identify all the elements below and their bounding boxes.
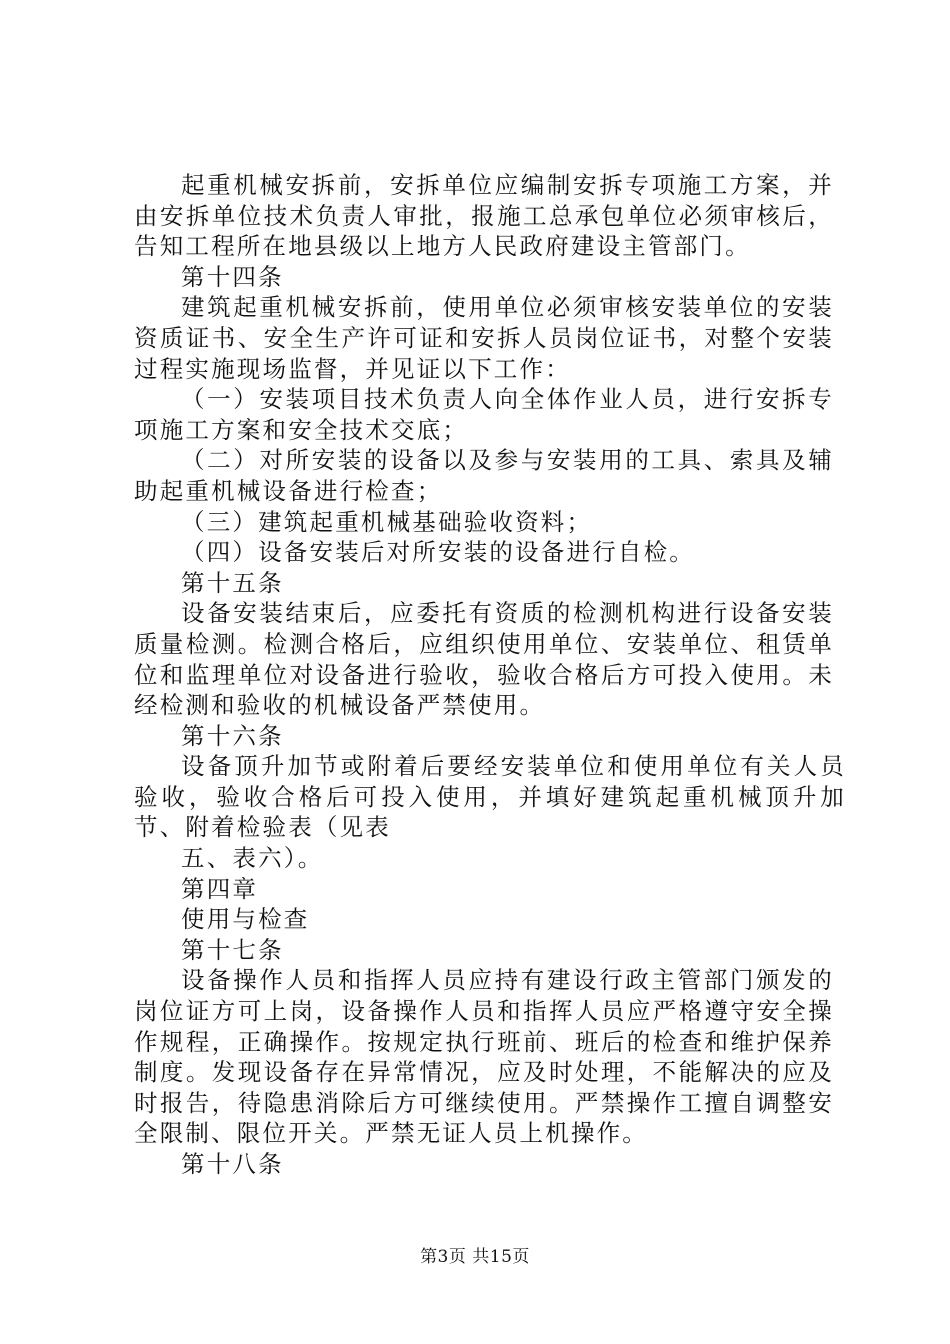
list-item-1: （一）安装项目技术负责人向全体作业人员，进行安拆专项施工方案和安全技术交底； bbox=[134, 385, 834, 444]
paragraph-article-17: 设备操作人员和指挥人员应持有建设行政主管部门颁发的岗位证方可上岗，设备操作人员和指挥人员应严格遵守安全操作规程，正确操作。按规定执行班前、班后的检查和维护保养制度。发现设备存在异常情况，应及时处理，不能解决的应及时报告，待隐患消除后方可继续使用。严禁操作工擅自调整安全限制、限位开关。严禁无证人员上机操作。 bbox=[134, 966, 834, 1148]
paragraph-article-16-continued: 五、表六）。 bbox=[181, 844, 324, 873]
article-heading-16: 第十六条 bbox=[181, 721, 284, 750]
document-body bbox=[134, 170, 846, 1180]
article-heading-14: 第十四条 bbox=[181, 262, 284, 291]
article-heading-17: 第十七条 bbox=[181, 935, 284, 964]
list-item-2: （二）对所安装的设备以及参与安装用的工具、索具及辅助起重机械设备进行检查； bbox=[134, 446, 834, 505]
article-heading-15: 第十五条 bbox=[181, 568, 284, 597]
list-item-3: （三）建筑起重机械基础验收资料； bbox=[181, 507, 593, 536]
article-heading-18: 第十八条 bbox=[181, 1150, 284, 1178]
paragraph-article-14: 建筑起重机械安拆前，使用单位必须审核安装单位的安装资质证书、安全生产许可证和安拆人员岗位证书，对整个安装过程实施现场监督，并见证以下工作： bbox=[134, 293, 834, 383]
list-item-4: （四）设备安装后对所安装的设备进行自检。 bbox=[181, 538, 695, 567]
paragraph-article-16: 设备顶升加节或附着后要经安装单位和使用单位有关人员验收，验收合格后可投入使用，并填好建筑起重机械顶升加节、附着检验表（见表 bbox=[134, 752, 846, 842]
paragraph-article-15: 设备安装结束后，应委托有资质的检测机构进行设备安装质量检测。检测合格后，应组织使用单位、安装单位、租赁单位和监理单位对设备进行验收，验收合格后方可投入使用。未经检测和验收的机械设备严禁使用。 bbox=[134, 599, 834, 720]
paragraph-dismantling-plan: 起重机械安拆前，安拆单位应编制安拆专项施工方案，并由安拆单位技术负责人审批，报施工总承包单位必须审核后，告知工程所在地县级以上地方人民政府建设主管部门。 bbox=[134, 171, 834, 261]
page-footer: 第3页 共15页 bbox=[420, 1247, 530, 1267]
chapter-heading: 第四章 bbox=[181, 874, 259, 903]
chapter-title: 使用与检查 bbox=[181, 905, 310, 934]
